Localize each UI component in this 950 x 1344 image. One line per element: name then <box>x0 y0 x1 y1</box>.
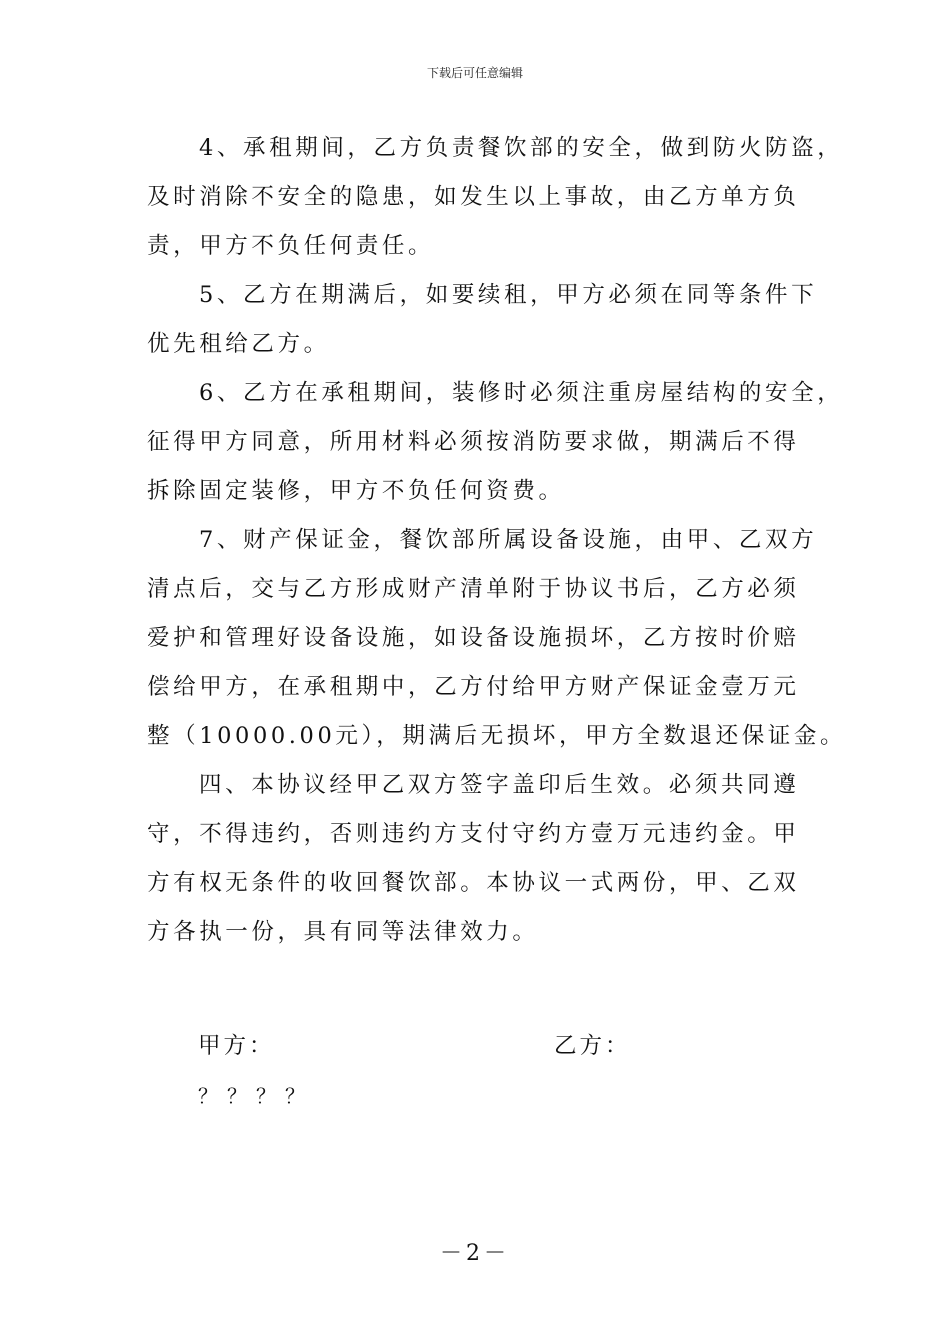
text-line: 四、本协议经甲乙双方签字盖印后生效。必须共同遵 <box>199 772 800 798</box>
text-line: 守，不得违约，否则违约方支付守约方壹万元违约金。甲 <box>147 821 800 847</box>
text-line: 优先租给乙方。 <box>147 331 330 357</box>
text-line: 整（10000.00元），期满后无损坏，甲方全数退还保证金。 <box>147 723 847 749</box>
signature-placeholder: ？？？？ <box>198 1084 314 1108</box>
text-line: 拆除固定装修，甲方不负任何资费。 <box>147 478 565 504</box>
clause-4 <box>147 124 844 271</box>
text-line: 征得甲方同意，所用材料必须按消防要求做，期满后不得 <box>147 429 800 455</box>
clause-6 <box>147 369 844 516</box>
text-line: 方各执一份，具有同等法律效力。 <box>147 919 539 945</box>
text-line: 责，甲方不负任何责任。 <box>147 233 435 259</box>
text-line: 4、承租期间，乙方负责餐饮部的安全，做到防火防盗， <box>199 135 844 161</box>
text-line: 爱护和管理好设备设施，如设备设施损坏，乙方按时价赔 <box>147 625 800 651</box>
text-line: 方有权无条件的收回餐饮部。本协议一式两份，甲、乙双 <box>147 870 800 896</box>
text-line: 及时消除不安全的隐患，如发生以上事故，由乙方单方负 <box>147 184 800 210</box>
page-number: －2－ <box>440 1241 510 1266</box>
text-line: 6、乙方在承租期间，装修时必须注重房屋结构的安全， <box>199 380 844 406</box>
text-line: 7、财产保证金，餐饮部所属设备设施，由甲、乙双方 <box>199 527 818 553</box>
party-b-label: 乙方： <box>554 1033 631 1059</box>
clause-5 <box>147 271 818 369</box>
text-line: 偿给甲方，在承租期中，乙方付给甲方财产保证金壹万元 <box>147 674 800 700</box>
party-a-label: 甲方： <box>198 1033 275 1059</box>
text-line: 清点后，交与乙方形成财产清单附于协议书后，乙方必须 <box>147 576 800 602</box>
signature-row <box>0 1028 950 1068</box>
clause-7 <box>147 516 847 761</box>
page-header: 下载后可任意编辑 <box>426 66 523 80</box>
text-line: 5、乙方在期满后，如要续租，甲方必须在同等条件下 <box>199 282 818 308</box>
section-four <box>147 761 807 957</box>
document-body <box>147 124 847 957</box>
